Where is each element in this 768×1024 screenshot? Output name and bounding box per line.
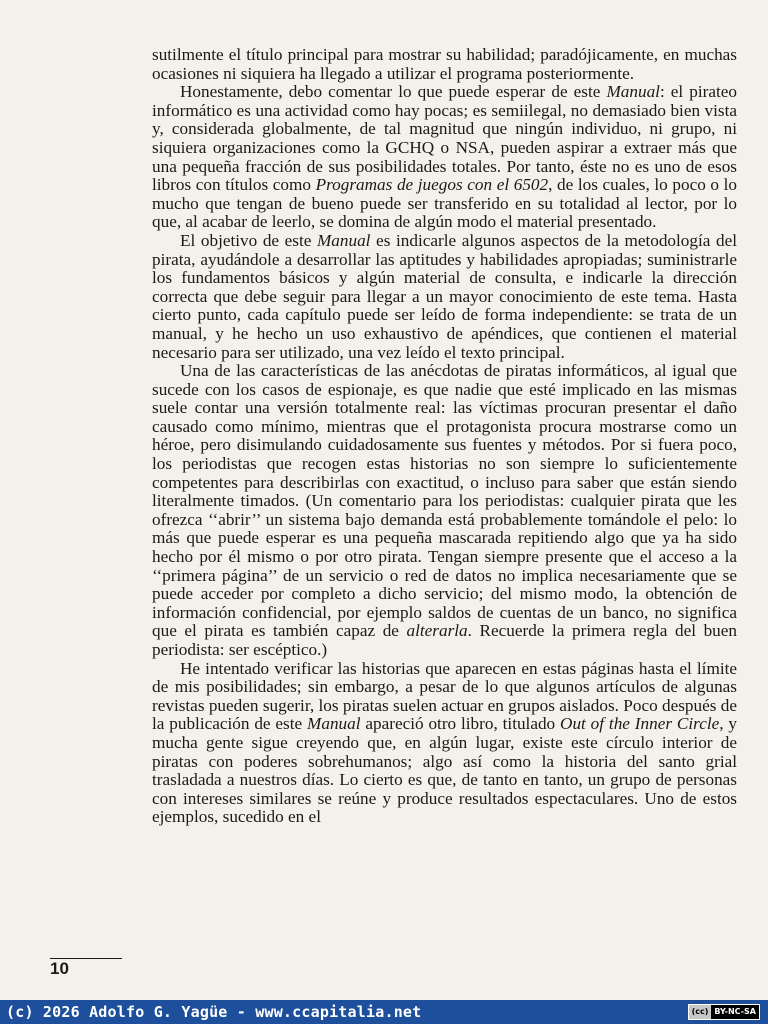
creative-commons-badge (688, 1004, 760, 1020)
emphasis: alterarla (406, 621, 468, 641)
page-number: 10 (50, 959, 69, 978)
emphasis: Manual (316, 230, 371, 250)
body-text (152, 46, 737, 827)
creative-commons-icon: (cc) (689, 1005, 712, 1019)
emphasis: Programas de juegos con el 6502 (315, 175, 549, 195)
paragraph: sutilmente el título principal para mostrar su habilidad; paradójicamente, en muchas ocasiones ni siquiera ha llegado a utilizar el programa posteriormente. (152, 45, 737, 83)
paragraph: El objetivo de este Manual es indicarle algunos aspectos de la metodología del pirata, ayudándole a desarrollar las aptitudes y habilidades apropiadas; suministrarle los fundamentos básicos y algún material de consulta, e indicarle la dirección correcta que debe seguir para llegar a un mayor conocimiento de este tema. Hasta cierto punto, cada capítulo puede ser leído de forma independiente: se trata de un manual, y he hecho un uso exhaustivo de apéndices, que contienen el material necesario para ser utilizado, una vez leído el texto principal. (152, 230, 737, 362)
emphasis: Manual (307, 714, 361, 734)
watermark-footer (0, 1000, 768, 1024)
license-label: BY-NC-SA (714, 1007, 756, 1016)
copyright-credit: (c) 2026 Adolfo G. Yagüe - www.ccapitalia.net (6, 1003, 422, 1021)
paragraph: Una de las características de las anécdotas de piratas informáticos, al igual que sucede con los casos de espionaje, es que nadie que esté implicado en las mismas suele contar una versión totalmente real: las víctimas procuran presentar el daño causado como mínimo, mientras que el protagonista procura mostrarse como un héroe, pero disimulando cuidadosamente sus fuentes y métodos. Por si fuera poco, los periodistas que recogen estas historias no son siempre lo suficientemente competentes para describirlas con exactitud, o incluso para saber que están siendo literalmente timados. (Un comentario para los periodistas: cualquier pirata que les ofrezca ‘‘abrir’’ un sistema bajo demanda está probablemente tomándole el pelo: lo más que puede esperar es una pequeña mascarada repitiendo algo que ya ha sido hecho por él mismo o por otro pirata. Tengan siempre presente que el acceso a la ‘‘primera página’’ de un servicio o red de datos no implica necesariamente que se puede acceder por completo a dicho servicio; del mismo modo, la obtención de información confidencial, por ejemplo saldos de cuentas de un banco, no significa que el pirata es también capaz de alterarla. Recuerde la primera regla del buen periodista: ser escéptico.) (152, 361, 737, 659)
emphasis: Out of the Inner Circle (560, 714, 720, 734)
paragraph: Honestamente, debo comentar lo que puede esperar de este Manual: el pirateo informático es una actividad como hay pocas; es semiilegal, no demasiado bien vista y, considerada globalmente, de tal magnitud que ningún individuo, ni grupo, ni siquiera organizaciones como la GCHQ o NSA, pueden aspirar a extraer más que una pequeña fracción de sus posibilidades totales. Por tanto, éste no es uno de esos libros con títulos como Programas de juegos con el 6502, de los cuales, lo poco o lo mucho que tengan de bueno puede ser transferido en su totalidad al lector, por lo que, al acabar de leerlo, se domina de algún modo el material presentado. (152, 82, 737, 232)
paragraph: He intentado verificar las historias que aparecen en estas páginas hasta el límite de mis posibilidades; sin embargo, a pesar de lo que algunos artículos de algunas revistas pueden sugerir, los piratas suelen actuar en grupos aislados. Poco después de la publicación de este Manual apareció otro libro, titulado Out of the Inner Circle, y mucha gente sigue creyendo que, en algún lugar, existe este círculo interior de piratas con poderes sobrehumanos; algo así como la historia del santo grial trasladada a nuestros días. Lo cierto es que, de tanto en tanto, un grupo de personas con intereses similares se reúne y produce resultados espectaculares. Uno de estos ejemplos, sucedido en el (152, 658, 737, 827)
emphasis: Manual (606, 82, 660, 102)
